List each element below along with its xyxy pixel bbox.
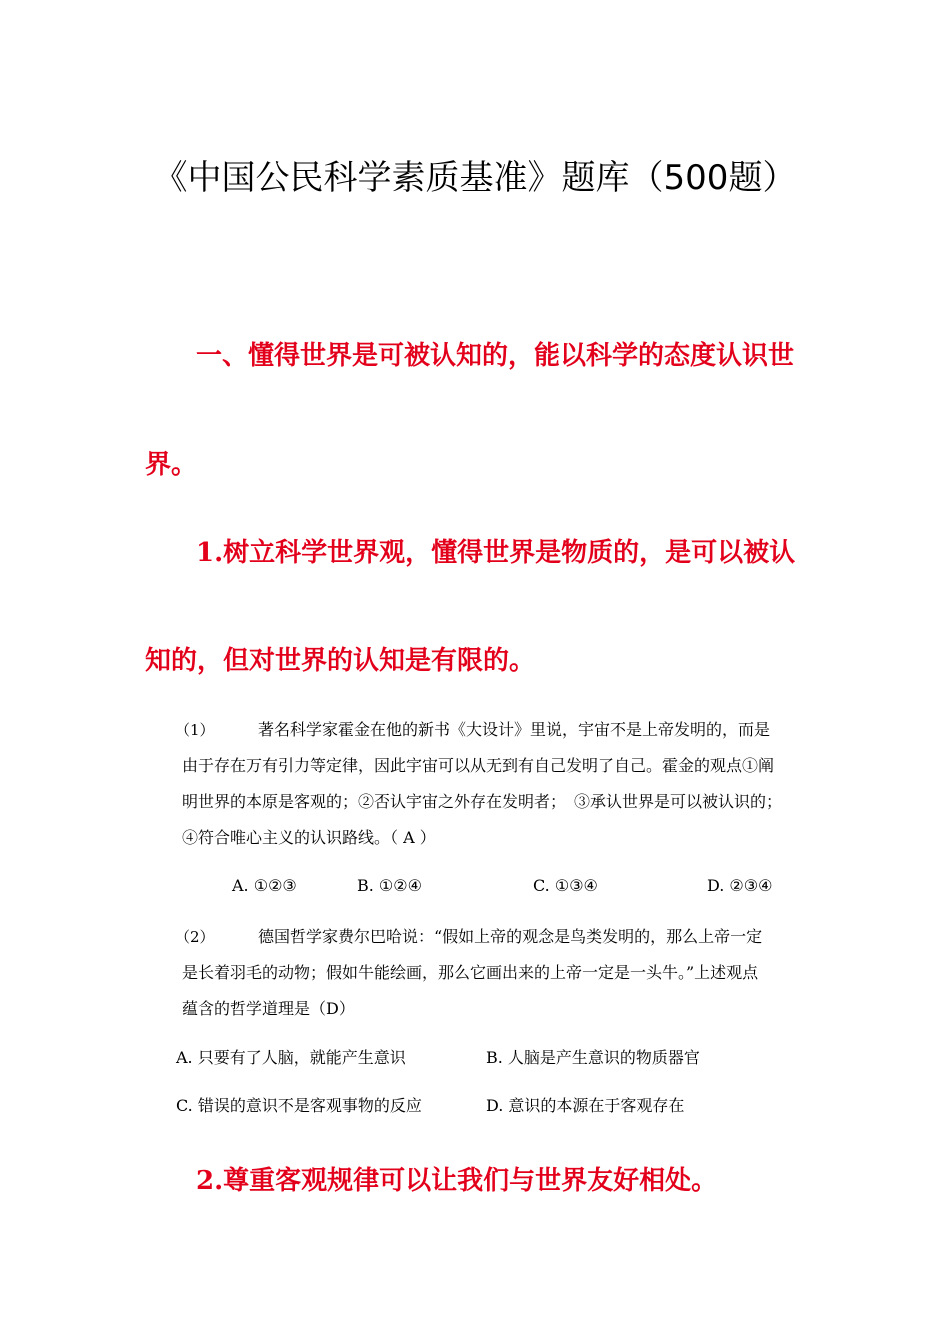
document-title: 《中国公民科学素质基准》题库（500题） (153, 158, 797, 198)
subsection-1-line1: 1.树立科学世界观，懂得世界是物质的，是可以被认 (196, 538, 796, 568)
question-2-line: 蕴含的哲学道理是（D） (182, 999, 355, 1018)
question-1-number: （1） (175, 721, 215, 739)
question-1-line: 明世界的本原是客观的；②否认宇宙之外存在发明者； ③承认世界是可以被认识的； (182, 792, 783, 811)
question-2-option-b: B. 人脑是产生意识的物质器官 (486, 1048, 700, 1067)
subsection-1-line2: 知的，但对世界的认知是有限的。 (145, 646, 536, 676)
subsection-2-heading: 2.尊重客观规律可以让我们与世界友好相处。 (196, 1166, 718, 1196)
question-2-number: （2） (175, 928, 215, 946)
section-heading-line1: 一、懂得世界是可被认知的，能以科学的态度认识世 (196, 341, 795, 371)
question-1-line: 由于存在万有引力等定律，因此宇宙可以从无到有自己发明了自己。霍金的观点①阐 (182, 756, 775, 775)
question-1-option-a: A. ①②③ (232, 876, 297, 895)
question-2-line: 是长着羽毛的动物；假如牛能绘画，那么它画出来的上帝一定是一头牛。”上述观点 (182, 963, 759, 982)
question-2-option-a: A. 只要有了人脑，就能产生意识 (176, 1048, 406, 1067)
question-1-line: 著名科学家霍金在他的新书《大设计》里说，宇宙不是上帝发明的，而是 (258, 720, 771, 739)
section-heading-line2: 界。 (145, 450, 198, 480)
question-2-line: 德国哲学家费尔巴哈说：“假如上帝的观念是鸟类发明的，那么上帝一定 (258, 927, 763, 946)
question-2-option-d: D. 意识的本源在于客观存在 (486, 1096, 685, 1115)
question-1-option-c: C. ①③④ (533, 876, 598, 895)
question-1-line: ④符合唯心主义的认识路线。（ A ） (182, 828, 436, 847)
question-1-option-b: B. ①②④ (357, 876, 422, 895)
question-2-option-c: C. 错误的意识不是客观事物的反应 (176, 1096, 422, 1115)
question-1-option-d: D. ②③④ (707, 876, 773, 895)
